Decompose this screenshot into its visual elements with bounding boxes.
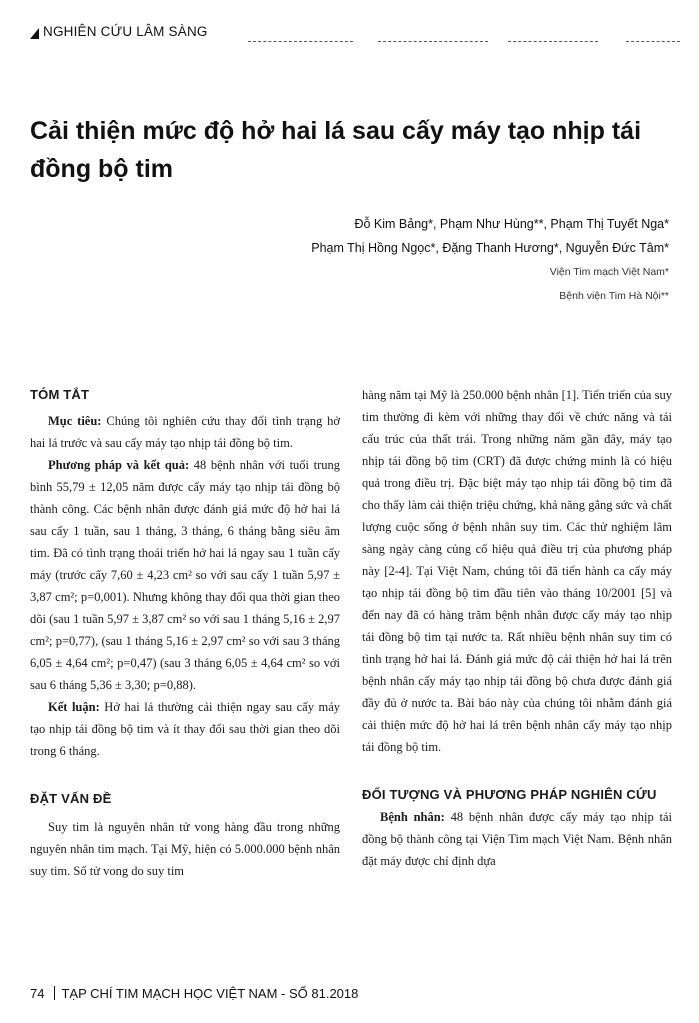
abstract-heading: TÓM TẮT	[30, 387, 90, 402]
affiliation-2: Bệnh viện Tim Hà Nội**	[559, 290, 669, 302]
methods-patients	[362, 806, 672, 872]
abstract-methods-results	[30, 454, 340, 696]
methods-heading: ĐỐI TƯỢNG VÀ PHƯƠNG PHÁP NGHIÊN CỨU	[362, 787, 657, 802]
methods-results-label: Phương pháp và kết quả:	[48, 458, 190, 472]
footer-divider	[54, 986, 55, 1000]
patients-text: 48 bệnh nhân được cấy máy tạo nhịp tái đồng bộ thành công tại Viện Tim mạch Việt Nam. Bệnh nhân đặt máy được chỉ định dựa	[362, 810, 672, 868]
intro-paragraph-start: Suy tim là nguyên nhân tử vong hàng đầu trong những nguyên nhân tim mạch. Tại Mỹ, hiện có 5.000.000 bệnh nhân suy tim. Số tử vong do suy tim	[30, 820, 340, 878]
affiliation-1: Viện Tim mạch Việt Nam*	[549, 266, 669, 278]
conclusion-label: Kết luận:	[48, 700, 100, 714]
page-footer	[30, 986, 670, 1001]
left-column	[30, 384, 340, 882]
objective-text: Chúng tôi nghiên cứu thay đổi tình trạng hở hai lá trước và sau cấy máy tạo nhịp tái đồng bộ tim.	[30, 414, 340, 450]
abstract-conclusion	[30, 696, 340, 762]
author-line-2: Phạm Thị Hồng Ngọc*, Đặng Thanh Hương*, Nguyễn Đức Tâm*	[311, 241, 669, 255]
section-label: NGHIÊN CỨU LÂM SÀNG	[43, 24, 208, 39]
triangle-marker-icon	[30, 28, 39, 39]
intro-paragraph-continued: hàng năm tại Mỹ là 250.000 bệnh nhân [1]. Tiến triển của suy tim thường đi kèm với những thay đổi về chức năng và tái cấu trúc của thất trái. Trong những năm gần đây, máy tạo nhịp tái đồng bộ tim (CRT) đã được chứng minh là có hiệu quả trong điều trị. Đặc biệt máy tạo nhịp tái đồng bộ tim đã cho thấy làm cải thiện triệu chứng, khả năng gắng sức và chất lượng cuộc sống ở bệnh nhân suy tim. Các thử nghiệm lâm sàng ngày càng củng cố hiệu quả điều trị của phương pháp này [2-4]. Tại Việt Nam, chúng tôi đã tiến hành ca cấy máy tạo nhịp tái đồng bộ tim đầu tiên vào tháng 10/2001 [5] và đến nay đã có hàng trăm bệnh nhân được cấy máy tạo nhịp tái đồng bộ tim tại nước ta. Rất nhiều bệnh nhân suy tim có tình trạng hở hai lá. Đánh giá mức độ cải thiện hở hai lá trên bệnh nhân cấy máy tạo nhịp tái đồng bộ chưa được đánh giá đầy đủ ở nước ta. Bài báo này của chúng tôi nhằm đánh giá cải thiện mức độ hở hai lá trên bệnh nhân cấy máy tạo nhịp tái đồng bộ tim.	[362, 388, 672, 754]
conclusion-text: Hở hai lá thường cải thiện ngay sau cấy máy tạo nhịp tái đồng bộ tim và ít thay đổi sau thời gian theo dõi trong 6 tháng.	[30, 700, 340, 758]
header-dash-line	[508, 41, 598, 42]
author-line-1: Đỗ Kim Bảng*, Phạm Như Hùng**, Phạm Thị Tuyết Nga*	[354, 217, 669, 231]
abstract-objective	[30, 410, 340, 454]
objective-label: Mục tiêu:	[48, 414, 102, 428]
patients-label: Bệnh nhân:	[380, 810, 445, 824]
intro-heading: ĐẶT VẤN ĐỀ	[30, 791, 112, 806]
author-block	[29, 212, 669, 308]
journal-name: TẠP CHÍ TIM MẠCH HỌC VIỆT NAM - SỐ 81.2018	[61, 986, 359, 1001]
header-dash-line	[626, 41, 680, 42]
header-dash-line	[378, 41, 488, 42]
article-title: Cải thiện mức độ hở hai lá sau cấy máy tạo nhịp tái đồng bộ tim	[30, 117, 642, 183]
header-dash-line	[248, 41, 353, 42]
right-column	[362, 384, 672, 872]
page-number: 74	[30, 986, 45, 1001]
running-header	[30, 24, 680, 48]
methods-results-text: 48 bệnh nhân với tuổi trung bình 55,79 ± 12,05 năm được cấy máy tạo nhịp tái đồng bộ thành công. Các bệnh nhân được đánh giá mức độ hở hai lá sau cấy 1 tuần, sau 1 tháng, 3 tháng, 6 tháng bằng siêu âm tim. Đã có tình trạng thoái triển hở hai lá ngay sau 1 tuần cấy máy (trước cấy 7,60 ± 4,23 cm² so với sau cấy 1 tuần 5,97 ± 3,87 cm²; p=0,001). Nhưng không thay đổi qua thời gian theo dõi (sau 1 tuần 5,97 ± 3,87 cm² so với sau 1 tháng 5,16 ± 2,97 cm²; p=0,77), (sau 1 tháng 5,16 ± 2,97 cm² so với sau 3 tháng 6,05 ± 4,64 cm²; p=0,47) (sau 3 tháng 6,05 ± 4,64 cm² so với sau 6 tháng 5,36 ± 3,30; p=0,88).	[30, 458, 340, 692]
